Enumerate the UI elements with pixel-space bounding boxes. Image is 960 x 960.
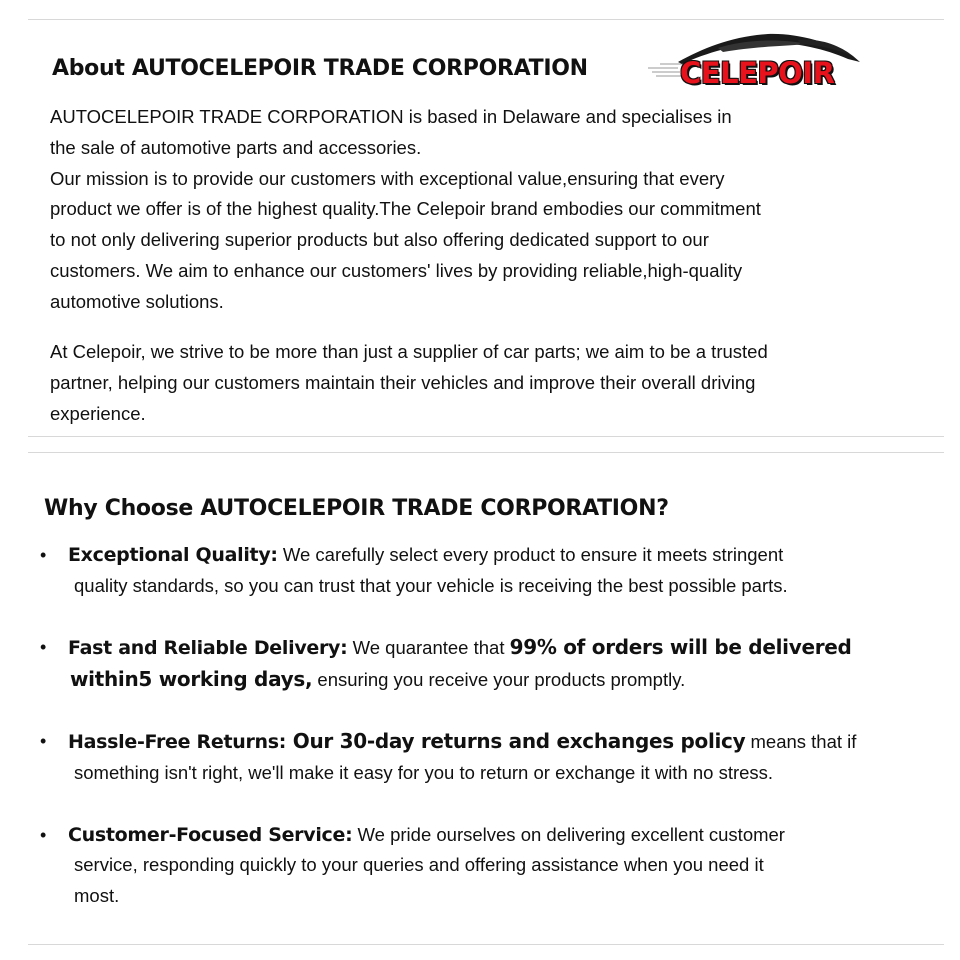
section-divider [28,452,944,453]
logo-wordmark: CELEPOIR [680,56,835,90]
about-heading: About AUTOCELEPOIR TRADE CORPORATION [52,56,588,81]
text-line: AUTOCELEPOIR TRADE CORPORATION is based in Delaware and specialises in [50,106,732,127]
text-line: experience. [50,402,146,424]
item-text: service, responding quickly to your queries and offering assistance when you need it [74,854,764,876]
celepoir-logo [648,26,870,90]
about-paragraph-2 [50,337,880,429]
list-item [40,632,920,695]
bullet: • [40,731,47,752]
text-line: customers. We aim to enhance our customers' lives by providing reliable,high-quality [50,259,743,281]
text-line: the sale of automotive parts and accessories. [50,136,422,158]
item-text: quality standards, so you can trust that your vehicle is receiving the best possible parts. [74,574,788,596]
text-line: Our mission is to provide our customers with exceptional value,ensuring that every [50,167,725,189]
item-text: We quarantee that [347,637,510,659]
why-heading: Why Choose AUTOCELEPOIR TRADE CORPORATION? [44,496,669,521]
text-line: product we offer is of the highest quality.The Celepoir brand embodies our commitment [50,198,761,220]
item-title: Exceptional Quality: [68,544,278,566]
list-item [40,820,920,912]
bullet: • [40,545,47,565]
bottom-divider [28,944,944,945]
item-text: We pride ourselves on delivering excellent customer [352,823,785,845]
section-divider [28,436,944,437]
item-text: means that if [745,731,857,753]
text-line: partner, helping our customers maintain their vehicles and improve their overall driving [50,371,756,393]
item-text: something isn't right, we'll make it easy for you to return or exchange it with no stress. [74,761,774,783]
item-emphasis: 99% of orders will be delivered [509,635,852,660]
about-paragraph-1 [50,102,880,318]
item-text: most. [74,884,120,906]
text-line: to not only delivering superior products but also offering dedicated support to our [50,229,709,251]
text-line: At Celepoir, we strive to be more than just a supplier of car parts; we aim to be a trusted [50,341,768,362]
bullet: • [40,637,47,658]
bullet: • [40,824,47,845]
item-text: We carefully select every product to ensure it meets stringent [277,544,784,565]
item-title: Hassle-Free Returns: [68,731,287,754]
top-divider [28,19,944,20]
item-emphasis: Our 30-day returns and exchanges policy [286,729,746,754]
item-text: ensuring you receive your products promptly. [312,668,686,690]
list-item [40,540,920,601]
item-title: Customer-Focused Service: [68,823,353,846]
item-emphasis: within5 working days, [70,666,313,691]
text-line: automotive solutions. [50,290,224,312]
reasons-list [40,540,920,942]
item-title: Fast and Reliable Delivery: [68,637,348,660]
list-item [40,726,920,788]
